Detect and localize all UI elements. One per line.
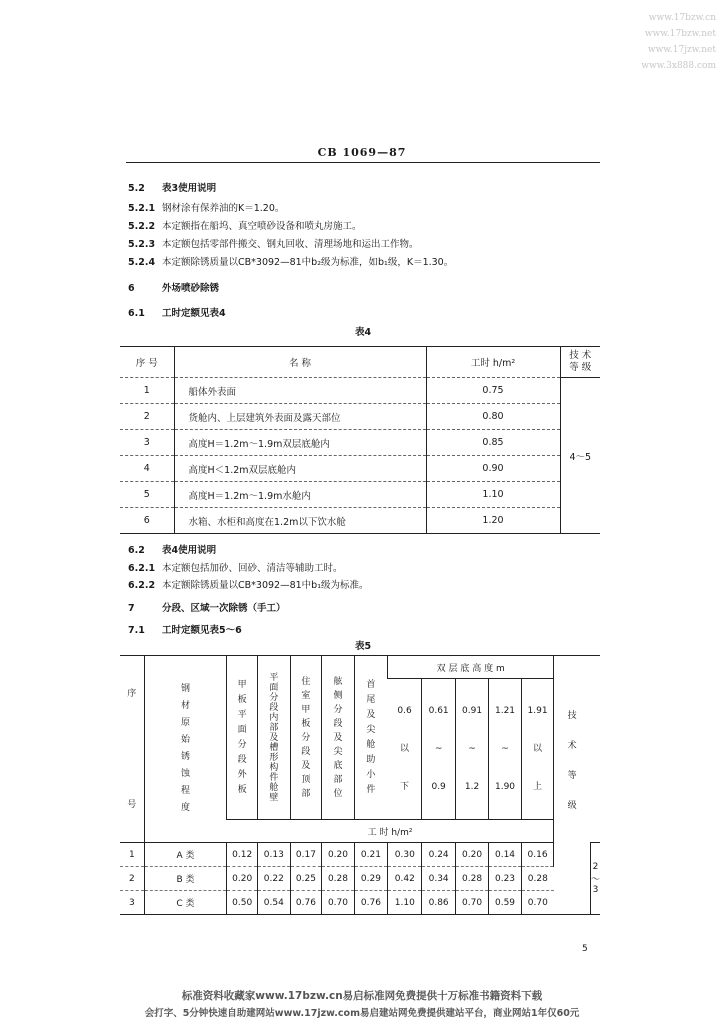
- table-row: [120, 430, 600, 456]
- col-header-rust: [144, 656, 227, 843]
- cell-hours: 0.76: [354, 891, 387, 915]
- height-part: ~: [434, 744, 443, 754]
- height-range: [521, 679, 554, 820]
- header-char: 级: [567, 801, 577, 812]
- cell-hours: 0.23: [489, 867, 522, 891]
- table-header-row: [120, 347, 600, 378]
- cell-hours: 0.28: [521, 867, 554, 891]
- section-line: [128, 542, 216, 556]
- section-number: 7.1: [128, 625, 145, 636]
- section-text: 工时定额见表4: [162, 308, 226, 319]
- header-char: 甲: [301, 704, 311, 715]
- watermark-line: www.17jzw.net: [647, 45, 716, 55]
- header-char: 平: [237, 709, 247, 720]
- cell-hours: 0.16: [521, 843, 554, 867]
- footer-line-1: 标准资料收藏家www.17bzw.cn易启标准网免费提供十万标准书籍资料下载: [181, 990, 543, 1002]
- header-char: 内: [269, 712, 279, 723]
- section-line: [128, 305, 226, 319]
- section-line: [128, 622, 242, 636]
- height-part: 以: [400, 744, 410, 754]
- cell-hours: 0.24: [422, 843, 455, 867]
- cell-seq: 3: [120, 891, 144, 915]
- cell-hours: 0.42: [388, 867, 422, 891]
- table5-caption: 表5: [355, 641, 372, 652]
- section-text: 钢材涂有保养油的K＝1.20。: [162, 203, 285, 214]
- section-number: 6.2: [128, 545, 145, 556]
- cell-hours: 0.22: [258, 867, 291, 891]
- section-line: [128, 577, 369, 591]
- header-char: 程: [180, 786, 190, 796]
- header-char: 首: [366, 679, 376, 690]
- col-header-accommodation: [290, 656, 322, 820]
- header-char: 段: [333, 718, 343, 729]
- header-char: 分: [301, 732, 311, 743]
- height-part: 0.9: [431, 782, 446, 792]
- seq-header-top: 序: [127, 689, 137, 699]
- section-number: 6.2.1: [128, 563, 156, 574]
- header-char: 构: [269, 762, 279, 773]
- cell-hours: 0.54: [258, 891, 291, 915]
- col-header-hours: 工时 h/m²: [426, 347, 560, 378]
- header-char: 等: [567, 771, 577, 782]
- table-row: [120, 843, 600, 867]
- header-char: 侧: [333, 690, 343, 701]
- section-text: 表3使用说明: [162, 183, 217, 194]
- header-char: 钢: [180, 684, 190, 694]
- section-text: 本定额指在船坞、真空喷砂设备和喷丸房施工。: [162, 221, 362, 232]
- header-char: 平: [269, 672, 279, 683]
- cell-hours: 0.80: [426, 404, 560, 430]
- watermark: [641, 10, 716, 74]
- cell-hours: 0.70: [455, 891, 488, 915]
- section-number: 7: [128, 603, 135, 614]
- section-text: 表4使用说明: [162, 545, 217, 556]
- cell-hours: 0.20: [227, 867, 258, 891]
- height-part: 0.61: [428, 706, 449, 716]
- col-header-seq: 序 号: [120, 347, 174, 378]
- header-char: 舱: [269, 782, 279, 793]
- section-line: [128, 254, 453, 268]
- section-number: 5.2.3: [128, 239, 156, 250]
- section-number: 5.2: [128, 183, 145, 194]
- header-char: 术: [567, 741, 577, 752]
- cell-seq: 4: [120, 456, 174, 482]
- table-row: [120, 867, 600, 891]
- cell-hours: 0.17: [290, 843, 322, 867]
- cell-rust-class: B 类: [144, 867, 227, 891]
- cell-hours: 0.30: [388, 843, 422, 867]
- header-char: 部: [269, 722, 279, 733]
- cell-hours: 0.28: [322, 867, 355, 891]
- table5: [120, 655, 600, 915]
- header-char: 部: [301, 788, 311, 799]
- header-char: 甲: [237, 679, 247, 690]
- cell-hours: 0.34: [422, 867, 455, 891]
- cell-name: 高度H＝1.2m～1.9m双层底舱内: [174, 430, 426, 456]
- header-char: 分: [333, 704, 343, 715]
- section-text: 外场喷砂除锈: [162, 283, 220, 294]
- header-char: 面: [269, 682, 279, 693]
- cell-hours: 0.75: [426, 378, 560, 404]
- height-part: 0.6: [397, 706, 412, 716]
- height-part: 1.90: [494, 782, 516, 792]
- cell-name: 船体外表面: [174, 378, 426, 404]
- col-header-grade: [560, 347, 600, 378]
- cell-hours: 0.90: [426, 456, 560, 482]
- section-line: [128, 200, 284, 214]
- cell-hours: 0.59: [489, 891, 522, 915]
- cell-hours: 0.76: [290, 891, 322, 915]
- header-char: 板: [237, 784, 247, 795]
- cell-grade: 2～3: [591, 843, 601, 915]
- header-char: 板: [237, 694, 247, 705]
- cell-seq: 3: [120, 430, 174, 456]
- col-header-double-bottom-height: 双 层 底 高 度 m: [388, 656, 554, 679]
- col-header-flat-section: [258, 656, 291, 820]
- header-char: 原: [180, 718, 190, 728]
- cell-grade: 4～5: [560, 378, 600, 534]
- table4-caption: 表4: [355, 327, 372, 338]
- section-line: [128, 600, 286, 614]
- cell-hours: 0.28: [455, 867, 488, 891]
- header-char: 技: [567, 711, 577, 722]
- header-char: 形: [269, 752, 279, 763]
- height-range: [422, 679, 455, 820]
- cell-hours: 0.25: [290, 867, 322, 891]
- section-text: 工时定额见表5～6: [162, 625, 242, 636]
- cell-seq: 2: [120, 404, 174, 430]
- header-char: 面: [237, 724, 247, 735]
- col-header-name: 名 称: [174, 347, 426, 378]
- section-text: 本定额包括加砂、回砂、清洁等辅助工时。: [162, 563, 343, 574]
- section-number: 6.2.2: [128, 580, 156, 591]
- grade-header-line: 等 级: [569, 362, 592, 373]
- height-part: 1.21: [494, 706, 516, 716]
- header-char: 及: [366, 709, 376, 720]
- section-text: 分段、区域一次除锈（手工）: [162, 603, 286, 614]
- height-part: 上: [533, 782, 543, 792]
- header-char: 板: [301, 718, 311, 729]
- header-char: 材: [180, 701, 190, 711]
- cell-hours: 0.12: [227, 843, 258, 867]
- unit-label: 工 时 h/m²: [227, 820, 554, 843]
- header-char: 度: [180, 803, 190, 813]
- section-line: [128, 560, 343, 574]
- header-char: 舱: [366, 739, 376, 750]
- cell-rust-class: C 类: [144, 891, 227, 915]
- cell-hours: 0.29: [354, 867, 387, 891]
- watermark-line: www.17bzw.cn: [648, 13, 716, 23]
- col-header-grade: [554, 656, 591, 867]
- footer-line-2: 会打字、5分钟快速自助建网站www.17jzw.com易启建站网免费提供建站平台，商业网站1年仅60元: [144, 1008, 580, 1019]
- header-char: 及: [269, 732, 279, 743]
- header-char: 顶: [301, 774, 311, 785]
- seq-header-bottom: 号: [127, 800, 137, 810]
- section-number: 5.2.1: [128, 203, 156, 214]
- section-line: [128, 236, 419, 250]
- header-char: 舷: [333, 676, 343, 687]
- header-char: 件: [366, 784, 376, 795]
- header-char: 底: [333, 760, 343, 771]
- header-char: 小: [366, 769, 376, 780]
- header-char: 部: [333, 774, 343, 785]
- cell-hours: 0.86: [422, 891, 455, 915]
- watermark-line: www.3x888.com: [641, 61, 716, 71]
- cell-hours: 1.20: [426, 508, 560, 534]
- table-header-row: [120, 656, 600, 679]
- header-char: 室: [301, 690, 311, 701]
- height-part: ~: [468, 744, 476, 754]
- section-number: 5.2.4: [128, 257, 156, 268]
- table-row: [120, 891, 600, 915]
- cell-hours: 1.10: [388, 891, 422, 915]
- header-char: 外: [237, 769, 247, 780]
- table-row: [120, 482, 600, 508]
- height-part: 1.2: [464, 782, 480, 792]
- cell-seq: 1: [120, 378, 174, 404]
- header-char: 住: [301, 676, 311, 687]
- section-text: 本定额除锈质量以CB*3092—81中b₁级为标准。: [162, 580, 369, 591]
- cell-hours: 0.13: [258, 843, 291, 867]
- header-char: 槽: [269, 742, 279, 753]
- section-number: 6.1: [128, 308, 145, 319]
- watermark-line: www.17bzw.net: [644, 29, 716, 39]
- height-part: 0.91: [462, 706, 483, 716]
- header-char: 壁: [269, 792, 279, 803]
- table-row: [120, 378, 600, 404]
- header-char: 段: [237, 754, 247, 765]
- standard-header: CB 1069—87: [317, 146, 407, 159]
- col-header-seq: [120, 656, 144, 843]
- header-rule: [126, 162, 600, 163]
- cell-seq: 6: [120, 508, 174, 534]
- header-char: 尖: [333, 746, 343, 757]
- cell-hours: 0.70: [521, 891, 554, 915]
- header-char: 分: [269, 692, 279, 703]
- height-part: ~: [501, 744, 509, 754]
- height-range: [455, 679, 488, 820]
- cell-seq: 2: [120, 867, 144, 891]
- cell-hours: 0.85: [426, 430, 560, 456]
- col-header-side-section: [322, 656, 355, 820]
- table-row: [120, 404, 600, 430]
- height-part: 1.91: [527, 706, 548, 716]
- cell-hours: 0.50: [227, 891, 258, 915]
- section-line: [128, 280, 219, 294]
- table4: [120, 346, 600, 534]
- section-number: 5.2.2: [128, 221, 156, 232]
- section-line: [128, 218, 362, 232]
- cell-name: 高度H＝1.2m～1.9m水舱内: [174, 482, 426, 508]
- grade-header-line: 技 术: [569, 350, 592, 361]
- header-char: 及: [301, 760, 311, 771]
- cell-hours: 1.10: [426, 482, 560, 508]
- section-line: [128, 180, 216, 194]
- header-char: 蚀: [180, 769, 190, 779]
- section-text: 本定额除锈质量以CB*3092—81中b₂级为标准，如b₁级，K＝1.30。: [162, 257, 454, 268]
- header-char: 助: [366, 754, 376, 765]
- cell-hours: 0.20: [455, 843, 488, 867]
- height-range: [388, 679, 422, 820]
- cell-hours: 0.21: [354, 843, 387, 867]
- cell-name: 高度H＜1.2m双层底舱内: [174, 456, 426, 482]
- cell-seq: 1: [120, 843, 144, 867]
- page-number: 5: [582, 944, 588, 954]
- cell-name: 货舱内、上层建筑外表面及露天部位: [174, 404, 426, 430]
- header-char: 始: [180, 735, 190, 745]
- table-row: [120, 508, 600, 534]
- header-char: 尖: [366, 724, 376, 735]
- header-char: 分: [237, 739, 247, 750]
- height-part: 下: [400, 782, 410, 792]
- header-char: 件: [269, 772, 279, 783]
- height-range: [489, 679, 522, 820]
- header-char: 及: [333, 732, 343, 743]
- cell-name: 水箱、水柜和高度在1.2m以下饮水舱: [174, 508, 426, 534]
- section-number: 6: [128, 283, 135, 294]
- cell-hours: 0.14: [489, 843, 522, 867]
- section-text: 本定额包括零部件搬交、钢丸回收、清理场地和运出工作物。: [162, 239, 419, 250]
- height-part: 以: [533, 744, 543, 754]
- header-char: 尾: [366, 694, 376, 705]
- cell-hours: 0.20: [322, 843, 355, 867]
- header-char: 段: [301, 746, 311, 757]
- col-header-bow-stern: [354, 656, 387, 820]
- col-header-deck-panel: [227, 656, 258, 820]
- cell-hours: 0.70: [322, 891, 355, 915]
- header-char: 位: [333, 788, 343, 799]
- header-char: 段: [269, 702, 279, 713]
- table-row: [120, 456, 600, 482]
- header-char: 锈: [180, 752, 190, 762]
- cell-seq: 5: [120, 482, 174, 508]
- cell-rust-class: A 类: [144, 843, 227, 867]
